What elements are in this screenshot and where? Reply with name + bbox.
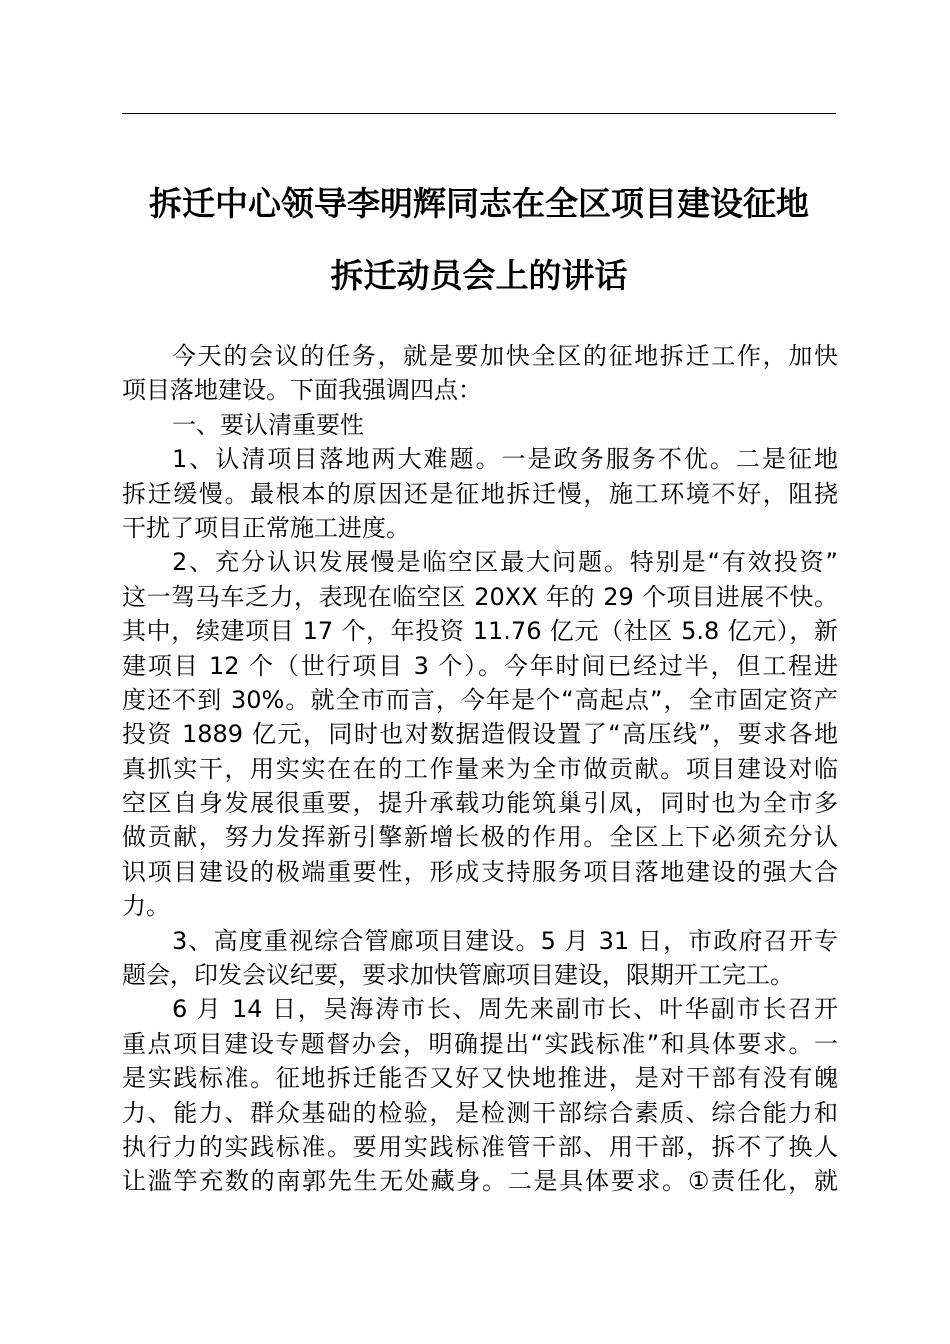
body-line: 做贡献，努力发挥新引擎新增长极的作用。全区上下必须充分认 bbox=[122, 823, 838, 852]
body-line: 一、要认清重要性 bbox=[172, 410, 364, 439]
body-line: 今天的会议的任务，就是要加快全区的征地拆迁工作，加快 bbox=[172, 342, 838, 370]
body-line: 题会，印发会议纪要，要求加快管廊项目建设，限期开工完工。 bbox=[122, 961, 794, 990]
document-body bbox=[122, 339, 838, 1199]
body-line: 力、能力、群众基础的检验，是检测干部综合素质、综合能力和 bbox=[122, 1098, 838, 1127]
body-line: 空区自身发展很重要，提升承载功能筑巢引凤，同时也为全市多 bbox=[122, 789, 838, 818]
body-line: 执行力的实践标准。要用实践标准管干部、用干部，拆不了换人 bbox=[122, 1132, 838, 1161]
title-line-1: 拆迁中心领导李明辉同志在全区项目建设征地 bbox=[149, 184, 809, 223]
title-line-2: 拆迁动员会上的讲话 bbox=[330, 256, 628, 295]
header-rule bbox=[122, 113, 836, 114]
body-line: 拆迁缓慢。最根本的原因还是征地拆迁慢，施工环境不好，阻挠 bbox=[122, 479, 838, 508]
body-line: 1、认清项目落地两大难题。一是政务服务不优。二是征地 bbox=[172, 445, 838, 474]
body-line: 6 月 14 日，吴海涛市长、周先来副市长、叶华副市长召开 bbox=[172, 995, 838, 1024]
body-line: 建项目 12 个（世行项目 3 个）。今年时间已经过半，但工程进 bbox=[122, 651, 838, 680]
body-line: 干扰了项目正常施工进度。 bbox=[122, 513, 410, 542]
body-line: 重点项目建设专题督办会，明确提出“实践标准”和具体要求。一 bbox=[122, 1029, 838, 1058]
body-line: 让滥竽充数的南郭先生无处藏身。二是具体要求。①责任化，就 bbox=[122, 1167, 838, 1196]
body-line: 3、高度重视综合管廊项目建设。5 月 31 日，市政府召开专 bbox=[172, 926, 838, 955]
body-line: 是实践标准。征地拆迁能否又好又快地推进，是对干部有没有魄 bbox=[122, 1064, 838, 1093]
body-line: 度还不到 30%。就全市而言，今年是个“高起点”，全市固定资产 bbox=[122, 685, 838, 714]
body-line: 力。 bbox=[122, 892, 170, 921]
body-line: 投资 1889 亿元，同时也对数据造假设置了“高压线”，要求各地 bbox=[122, 720, 838, 749]
document-title bbox=[100, 168, 858, 312]
body-line: 这一驾马车乏力，表现在临空区 20XX 年的 29 个项目进展不快。 bbox=[122, 582, 838, 611]
body-line: 识项目建设的极端重要性，形成支持服务项目落地建设的强大合 bbox=[122, 857, 838, 886]
body-line: 其中，续建项目 17 个，年投资 11.76 亿元（社区 5.8 亿元），新 bbox=[122, 617, 838, 646]
body-line: 2、充分认识发展慢是临空区最大问题。特别是“有效投资” bbox=[172, 548, 838, 577]
body-line: 项目落地建设。下面我强调四点： bbox=[122, 376, 482, 405]
body-line: 真抓实干，用实实在在的工作量来为全市做贡献。项目建设对临 bbox=[122, 754, 838, 783]
